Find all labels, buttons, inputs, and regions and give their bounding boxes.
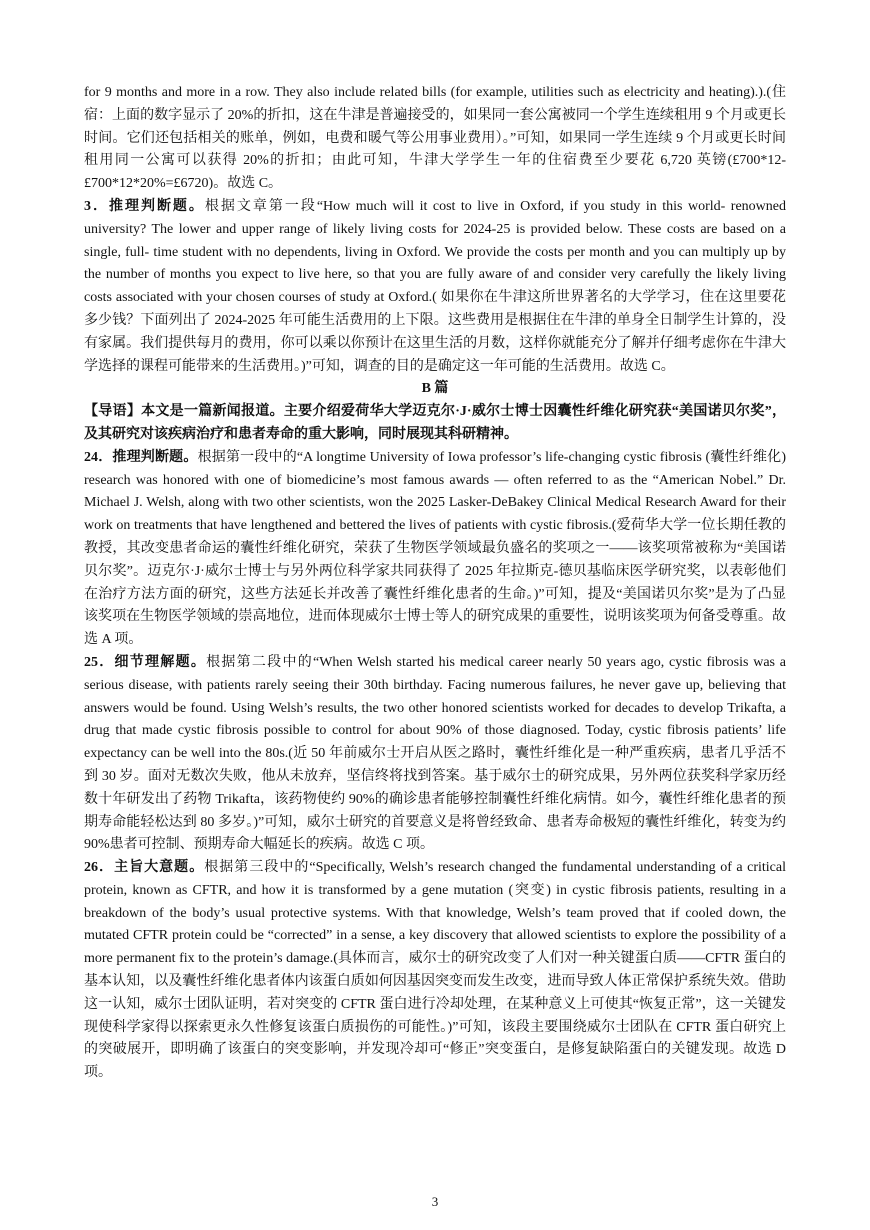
question-type: 主旨大意题。: [114, 860, 205, 876]
question-body: 根据第三段中的“Specifically, Welsh’s research changed the fundamental understanding of a critical protein, known as CFTR, and how it is transformed by a gene mutation (突变) in cystic fibrosis patients, resulting in a breakdown of the body’s usual protective systems. With that knowledge, Welsh’s team proved that if cooled down, the mutated CFTR protein could be “corrected” in a sense, a key discovery that allowed scientists to explore the possibility of a more permanent fix to the protein’s damage.(具体而言，威尔士的研究改变了人们对一种关键蛋白质——CFTR 蛋白的基本认知，以及囊性纤维化患者体内该蛋白质如何因基因突变而发生改变，进而导致人体正常保护系统失效。借助这一认知，威尔士团队证明，若对突变的 CFTR 蛋白进行冷却处理，在某种意义上可使其“恢复正常”，这一关键发现使科学家得以探索更永久性修复该蛋白质损伤的可能性。)”可知，该段主要围绕威尔士团队在 CFTR 蛋白研究上的突破展开，即明确了该蛋白的突变影响，并发现冷却可“修正”突变蛋白，是修复缺陷蛋白的关键发现。故选 D 项。: [84, 860, 786, 1081]
page-number: 3: [431, 1194, 439, 1209]
section-b-title: B 篇: [421, 381, 449, 397]
question-number: 3．: [84, 198, 109, 214]
question-24-explanation: [84, 447, 786, 652]
question-body: 根据文章第一段“How much will it cost to live in Oxford, if you study in this world- renowned university? The lower and upper range of likely living costs for 2024-25 is provided below. These costs are based on a single, full- time student with no dependents, living in Oxford. We provide the costs per month and you can multiply up by the number of months you expect to live here, so that you are fully aware of and consider very carefully the likely living costs associated with your chosen courses of study at Oxford.( 如果你在牛津这所世界著名的大学学习，住在这里要花多少钱？下面列出了 2024-2025 年可能生活费用的上下限。这些费用是根据住在牛津的单身全日制学生计算的，没有家属。我们提供每月的费用，你可以乘以你预计在这里生活的月数，这样你就能充分了解并仔细考虑你在牛津大学选择的课程可能带来的生活费用。)”可知，调查的目的是确定这一年可能的生活费用。故选 C。: [84, 198, 787, 374]
question-body: 根据第一段中的“A longtime University of Iowa professor’s life-changing cystic fibrosis (囊性纤维化) research was honored with one of biomedicine’s most famous awards — often referred to as the “American Nobel.” Dr. Michael J. Welsh, along with two other scientists, won the 2025 Lasker-DeBakey Clinical Medical Research Award for their work on treatments that have lengthened and bettered the lives of patients with cystic fibrosis.(爱荷华大学一位长期任教的教授，其改变患者命运的囊性纤维化研究，荣获了生物医学领域最负盛名的奖项之一——该奖项常被称为“美国诺贝尔奖”。迈克尔·J·威尔士博士与另外两位科学家共同获得了 2025 年拉斯克-德贝基临床医学研究奖，以表彰他们在治疗方法方面的研究，这些方法延长并改善了囊性纤维化患者的生命。)”可知，提及“美国诺贝尔奖”是为了凸显该奖项在生物医学领域的崇高地位，进而体现威尔士博士等人的研究成果的重要性，说明该奖项为何备受尊重。故选 A 项。: [84, 449, 786, 648]
question-3-explanation: [84, 196, 786, 378]
question-type: 推理判断题。: [112, 449, 198, 465]
passage-guide: 【导语】本文是一篇新闻报道。主要介绍爱荷华大学迈克尔·J·威尔士博士因囊性纤维化研究获“美国诺贝尔奖”，及其研究对该疾病治疗和患者寿命的重大影响，同时展现其科研精神。: [84, 404, 786, 442]
question-type: 细节理解题。: [114, 654, 207, 670]
question-type: 推理判断题。: [108, 198, 205, 214]
question-number: 24．: [84, 449, 113, 465]
paragraph-accommodation-explanation: for 9 months and more in a row. They also include related bills (for example, utilities such as electricity and heating).).(住宿：上面的数字显示了 20%的折扣，这在牛津是普遍接受的，如果同一套公寓被同一个学生连续租用 9 个月或更长时间。它们还包括相关的账单，例如，电费和暖气等公用事业费用）。”可知，如果同一学生连续 9 个月或更长时间租用同一公寓可以获得 20%的折扣；由此可知，牛津大学学生一年的住宿费至少要花 6,720 英镑(£700*12-£700*12*20%=£6720)。故选 C。: [84, 85, 786, 192]
question-25-explanation: [84, 652, 786, 857]
question-number: 25．: [84, 654, 115, 670]
question-body: 根据第二段中的“When Welsh started his medical career nearly 50 years ago, cystic fibrosis was a serious disease, with patients rarely seeing their 30th birthday. Facing numerous failures, he never gave up, believing that answers would be found. Using Welsh’s results, the two other honored scientists worked for decades to develop Trikafta, a drug that made cystic fibrosis possible to control for about 90% of those diagnosed. Today, cystic fibrosis patients’ life expectancy can be well into the 80s.(近 50 年前威尔士开启从医之路时，囊性纤维化是一种严重疾病，患者几乎活不到 30 岁。面对无数次失败，他从未放弃，坚信终将找到答案。基于威尔士的研究成果，另外两位获奖科学家历经数十年研发出了药物 Trikafta，该药物使约 90%的确诊患者能够控制囊性纤维化病情。如今，囊性纤维化患者的预期寿命能轻松达到 80 多岁。)”可知，威尔士研究的首要意义是将曾经致命、患者寿命极短的囊性纤维化，转变为约 90%患者可控制、预期寿命大幅延长的疾病。故选 C 项。: [84, 654, 786, 853]
question-number: 26．: [84, 860, 115, 876]
question-26-explanation: [84, 857, 786, 1085]
